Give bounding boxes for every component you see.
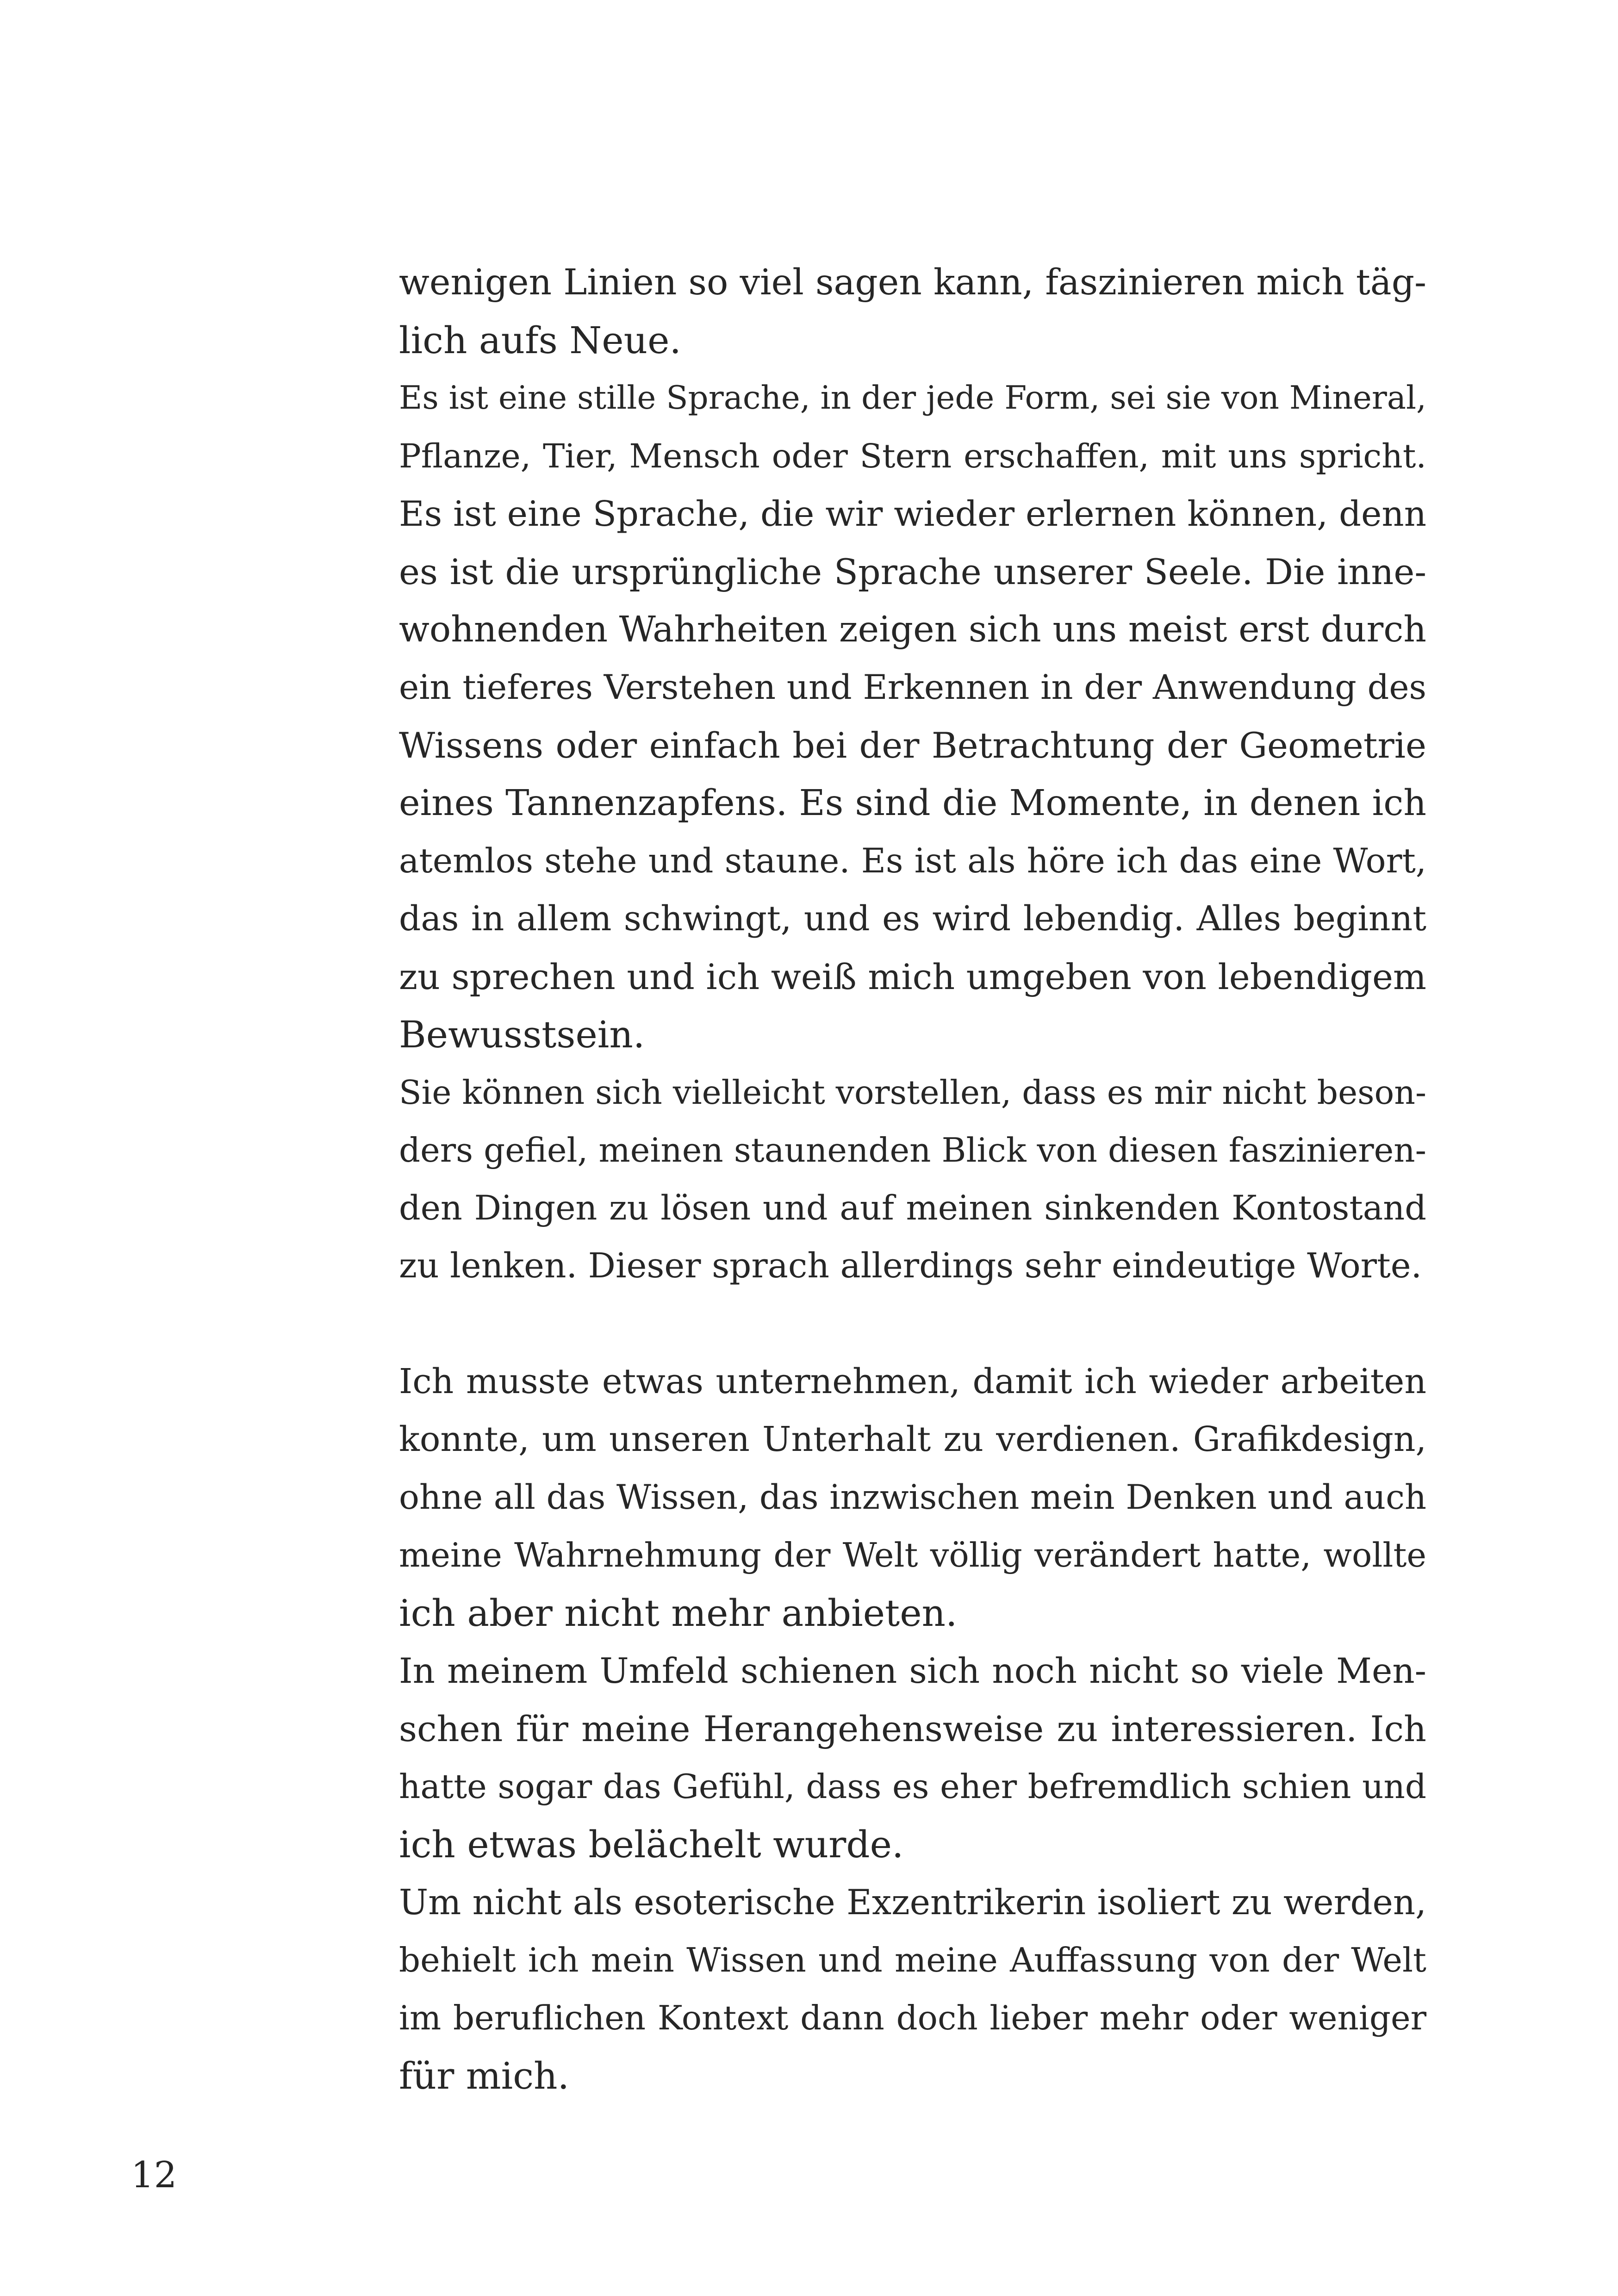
paragraph: [399, 369, 1426, 1064]
text-line: es ist die ursprüngliche Sprache unserer Seele. Die inne-: [399, 551, 1426, 592]
text-line: eines Tannenzapfens. Es sind die Momente, in denen ich: [399, 783, 1426, 824]
text-line: das in allem schwingt, und es wird lebendig. Alles beginnt: [399, 899, 1426, 939]
page-number: 12: [131, 2154, 177, 2196]
paragraph: [399, 254, 1426, 369]
text-line: atemlos stehe und staune. Es ist als höre ich das eine Wort,: [399, 841, 1426, 881]
text-line: wenigen Linien so viel sagen kann, faszinieren mich täg-: [399, 262, 1426, 303]
text-line: ein tieferes Verstehen und Erkennen in der Anwendung des: [399, 668, 1426, 707]
text-line: Pflanze, Tier, Mensch oder Stern erschaffen, mit uns spricht.: [399, 437, 1426, 475]
text-line: zu lenken. Dieser sprach allerdings sehr eindeutige Worte.: [399, 1246, 1422, 1286]
text-line: Es ist eine stille Sprache, in der jede Form, sei sie von Mineral,: [399, 380, 1426, 417]
text-line: Es ist eine Sprache, die wir wieder erlernen können, denn: [399, 493, 1426, 534]
text-line: behielt ich mein Wissen und meine Auffassung von der Welt: [399, 1941, 1426, 1979]
paragraph-spacer: [399, 1295, 1426, 1353]
paragraph: [399, 1353, 1426, 1642]
paragraph: [399, 1873, 1426, 2105]
text-line: im beruflichen Kontext dann doch lieber mehr oder weniger: [399, 1998, 1426, 2037]
text-line: ich aber nicht mehr anbieten.: [399, 1592, 958, 1635]
text-line: Bewusstsein.: [399, 1013, 645, 1056]
text-line: hatte sogar das Gefühl, dass es eher befremdlich schien und: [399, 1767, 1426, 1806]
text-line: ich etwas belächelt wurde.: [399, 1823, 904, 1866]
text-line: konnte, um unseren Unterhalt zu verdienen. Grafikdesign,: [399, 1419, 1426, 1459]
text-line: zu sprechen und ich weiß mich umgeben von lebendigem: [399, 956, 1426, 997]
text-line: In meinem Umfeld schienen sich noch nicht so viele Men-: [399, 1650, 1426, 1691]
body-text: [399, 254, 1426, 2105]
paragraph: [399, 1642, 1426, 1873]
text-line: Wissens oder einfach bei der Betrachtung der Geometrie: [399, 725, 1426, 766]
text-line: meine Wahrnehmung der Welt völlig verändert hatte, wollte: [399, 1536, 1426, 1574]
paragraph: [399, 1064, 1426, 1295]
text-line: wohnenden Wahrheiten zeigen sich uns meist erst durch: [399, 609, 1426, 650]
text-line: lich aufs Neue.: [399, 319, 681, 362]
text-line: den Dingen zu lösen und auf meinen sinkenden Kontostand: [399, 1188, 1426, 1228]
text-line: Ich musste etwas unternehmen, damit ich wieder arbeiten: [399, 1362, 1426, 1401]
text-line: schen für meine Herangehensweise zu interessieren. Ich: [399, 1708, 1426, 1749]
text-line: ders gefiel, meinen staunenden Blick von diesen faszinieren-: [399, 1131, 1426, 1170]
text-line: Sie können sich vielleicht vorstellen, dass es mir nicht beson-: [399, 1073, 1426, 1112]
text-line: Um nicht als esoterische Exzentrikerin isoliert zu werden,: [399, 1882, 1426, 1923]
text-line: ohne all das Wissen, das inzwischen mein Denken und auch: [399, 1478, 1426, 1517]
text-line: für mich.: [399, 2054, 570, 2097]
